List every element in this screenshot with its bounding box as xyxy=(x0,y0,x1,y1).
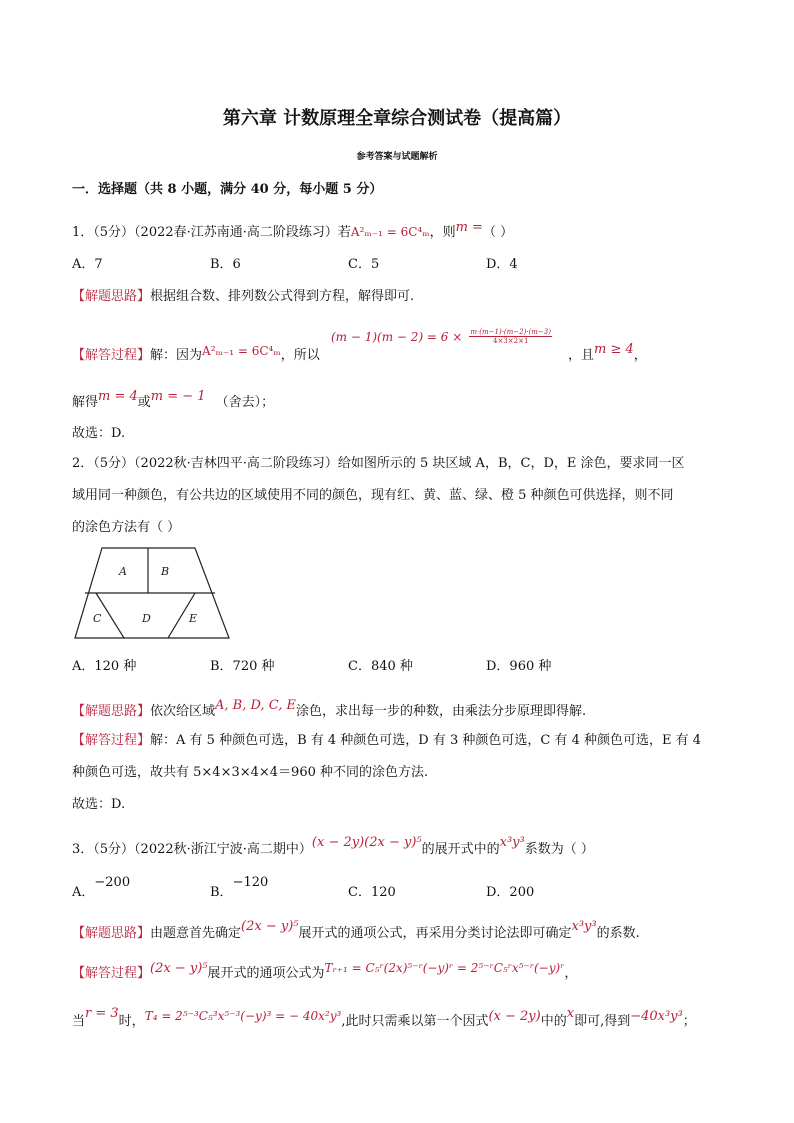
q1-condition: A²ₘ₋₁ = 6C⁴ₘ xyxy=(350,225,430,239)
page-title: 第六章 计数原理全章综合测试卷（提高篇） xyxy=(222,108,572,129)
q1-process-cond: A²ₘ₋₁ = 6C⁴ₘ xyxy=(202,344,281,358)
q3-t4: T₄ = 2⁵⁻³C₅³x⁵⁻³(−y)³ = − 40x²y³ xyxy=(144,1009,342,1023)
q1-solve-a: 解得 xyxy=(72,395,99,410)
q2-option-c: C．840 种 xyxy=(348,659,413,674)
q2-idea-tag: 【解题思路】 xyxy=(72,704,151,719)
q3-idea-tag: 【解题思路】 xyxy=(72,926,151,941)
q1-option-d: D．4 xyxy=(486,257,518,272)
q1-option-b: B．6 xyxy=(210,257,241,272)
q1-and xyxy=(568,344,647,363)
q2-process-line2: 种颜色可选，故共有 5×4×3×4×4＝960 种不同的涂色方法. xyxy=(72,765,429,780)
q3-r3: r = 3 xyxy=(85,1006,119,1021)
q2-idea xyxy=(72,700,586,719)
q3-idea xyxy=(72,919,640,941)
q3-process-expr: (2x − y)⁵ xyxy=(150,961,208,976)
q3-after-b: 中的 xyxy=(540,1014,567,1029)
q1-option-c: C．5 xyxy=(348,257,380,272)
q3-process-tag: 【解答过程】 xyxy=(72,966,151,981)
q2-process-tag: 【解答过程】 xyxy=(72,733,151,748)
q2-answer: 故选：D. xyxy=(72,797,126,812)
q3-expr: (x − 2y)(2x − y)⁵ xyxy=(311,835,422,850)
q3-after-a: ,此时只需乘以第一个因式 xyxy=(341,1014,489,1029)
q3-process-a: 展开式的通项公式为 xyxy=(207,966,325,981)
region-label-e: E xyxy=(189,612,198,625)
q3-idea-b: 展开式的通项公式，再采用分类讨论法即可确定 xyxy=(298,926,572,941)
q3-after-c: 即可,得到 xyxy=(574,1014,631,1029)
q3-option-a-value: −200 xyxy=(94,875,131,890)
q1-fraction xyxy=(469,328,552,345)
q1-fraction-den: 4×3×2×1 xyxy=(492,337,529,345)
q3-option-d: D．200 xyxy=(486,885,535,900)
q3-option-b-value: −120 xyxy=(232,875,269,890)
region-label-d: D xyxy=(142,612,151,625)
q1-process-tag: 【解答过程】 xyxy=(72,348,151,363)
q2-process-line1 xyxy=(72,729,701,748)
q2-region-diagram xyxy=(72,545,232,641)
q1-solve-m4: m = 4 xyxy=(98,389,138,404)
q2-line1: 2．（5分）（2022秋·吉林四平·高二阶段练习）给如图所示的 5 块区域 A，B，C，D，E 涂色，要求同一区 xyxy=(72,456,685,471)
q3-x: x xyxy=(566,1006,575,1021)
q1-solve-drop: （舍去）； xyxy=(215,395,275,410)
q3-process-formula: Tᵣ₊₁ = C₅ʳ(2x)⁵⁻ʳ(−y)ʳ = 2⁵⁻ʳC₅ʳx⁵⁻ʳ(−y)ʳ xyxy=(324,961,565,975)
q3-option-b-label: B． xyxy=(210,885,233,900)
q1-stem-text: 1．（5分）（2022春·江苏南通·高二阶段练习）若 xyxy=(72,225,351,240)
q2-process-text: 解：A 有 5 种颜色可选，B 有 4 种颜色可选，D 有 3 种颜色可选，C 有 4 种颜色可选，E 有 4 xyxy=(150,733,702,748)
q1-equation xyxy=(331,326,552,345)
q1-ge: m ≥ 4 xyxy=(594,342,634,357)
region-label-b: B xyxy=(161,565,170,578)
q1-process-so: ，所以 xyxy=(280,348,320,363)
q1-idea xyxy=(72,285,414,304)
q1-and-text: ，且 xyxy=(568,348,595,363)
q1-fraction-num: m·(m−1)·(m−2)·(m−3) xyxy=(470,328,551,336)
q3-process-line2 xyxy=(72,1006,696,1029)
q3-idea-c: 的系数. xyxy=(596,926,640,941)
q3-result: −40x³y³ xyxy=(630,1009,683,1024)
q1-solve-mneg: m = − 1 xyxy=(150,389,206,404)
region-label-a: A xyxy=(119,565,127,578)
q3-stem-a: 3．（5分）（2022秋·浙江宁波·高二期中） xyxy=(72,842,312,857)
q1-and-comma: ， xyxy=(633,348,647,363)
q3-option-b xyxy=(210,875,269,900)
q3-option-c: C．120 xyxy=(348,885,396,900)
q3-process-comma: ， xyxy=(564,966,578,981)
q3-process-line1 xyxy=(72,962,577,981)
q1-m-eq: m = xyxy=(455,220,483,235)
q3-idea-term: x³y³ xyxy=(571,919,597,934)
q1-equation-left: (m − 1)(m − 2) = 6 × xyxy=(331,330,463,344)
q1-answer: 故选：D. xyxy=(72,426,126,441)
q1-solve xyxy=(72,391,274,410)
q1-option-a: A．7 xyxy=(72,257,103,272)
q2-option-d: D．960 种 xyxy=(486,659,552,674)
q1-blank: （ ） xyxy=(482,225,514,240)
q3-when-b: 时， xyxy=(118,1014,145,1029)
q1-idea-text: 根据组合数、排列数公式得到方程，解得即可. xyxy=(150,289,415,304)
q1-then: ，则 xyxy=(429,225,456,240)
q1-solve-or: 或 xyxy=(137,395,151,410)
q3-option-a-label: A． xyxy=(72,885,95,900)
q2-line2: 域用同一种颜色，有公共边的区域使用不同的颜色，现有红、黄、蓝、绿、橙 5 种颜色可供选择，则不同 xyxy=(72,488,674,503)
q3-idea-a: 由题意首先确定 xyxy=(150,926,242,941)
q3-when: 当 xyxy=(72,1014,86,1029)
q1-process-intro: 解：因为 xyxy=(150,348,203,363)
q2-option-b: B．720 种 xyxy=(210,659,275,674)
q3-stem-c: 系数为（ ） xyxy=(524,842,594,857)
q2-option-a: A．120 种 xyxy=(72,659,137,674)
q3-stem xyxy=(72,835,594,857)
region-label-c: C xyxy=(93,612,102,625)
q3-term: x³y³ xyxy=(499,835,525,850)
q1-stem xyxy=(72,221,513,240)
q2-idea-a: 依次给区域 xyxy=(150,704,216,719)
q2-idea-regions: A, B, D, C, E xyxy=(215,698,296,713)
q3-option-a xyxy=(72,875,131,900)
q1-process xyxy=(72,344,320,363)
q3-idea-expr: (2x − y)⁵ xyxy=(241,919,299,934)
q3-semi: ； xyxy=(682,1014,696,1029)
q1-idea-tag: 【解题思路】 xyxy=(72,289,151,304)
section-heading: 一．选择题（共 8 小题，满分 40 分，每小题 5 分） xyxy=(72,182,383,197)
q3-stem-b: 的展开式中的 xyxy=(421,842,500,857)
q2-line3: 的涂色方法有（ ） xyxy=(72,520,181,535)
q3-factor: (x − 2y) xyxy=(488,1009,541,1024)
q2-idea-b: 涂色，求出每一步的种数，由乘法分步原理即得解. xyxy=(295,704,587,719)
page-subtitle: 参考答案与试题解析 xyxy=(356,152,438,162)
